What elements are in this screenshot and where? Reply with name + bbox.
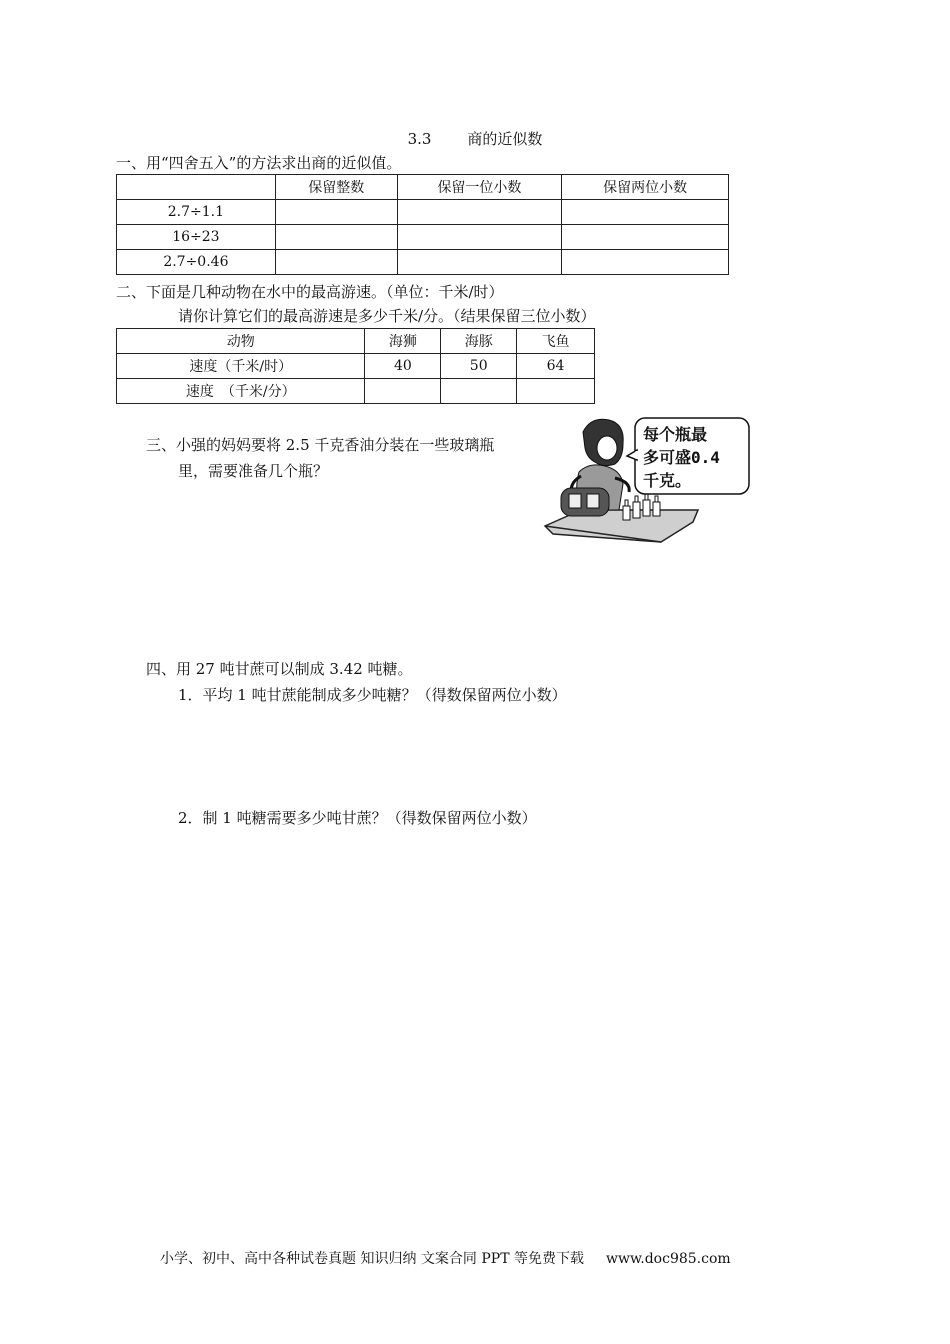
footer [160, 1248, 731, 1268]
row-label-cell: 速度 （千米/分） [117, 379, 365, 404]
bubble-text-line2: 多可盛0.4 [643, 448, 720, 467]
table-row [117, 200, 729, 225]
answer-cell[interactable] [562, 200, 729, 225]
table-header-row [117, 175, 729, 200]
row-label-cell: 速度（千米/时） [117, 354, 365, 379]
answer-cell[interactable] [441, 379, 517, 404]
q3-text-line1: 三、小强的妈妈要将 2.5 千克香油分装在一些玻璃瓶 [146, 436, 495, 454]
table-row [117, 354, 595, 379]
q2-prompt-line1: 二、下面是几种动物在水中的最高游速。（单位：千米/时） [116, 283, 504, 301]
answer-cell[interactable] [397, 200, 562, 225]
q1-prompt: 一、用“四舍五入”的方法求出商的近似值。 [116, 154, 402, 172]
header-cell: 保留两位小数 [562, 175, 729, 200]
q3-text-line2: 里，需要准备几个瓶？ [178, 462, 329, 480]
section-number: 3.3 [407, 130, 432, 148]
table-row [117, 379, 595, 404]
answer-cell[interactable] [397, 250, 562, 275]
value-cell: 64 [517, 354, 595, 379]
table-header-row [117, 329, 595, 354]
header-cell: 动物 [117, 329, 365, 354]
table-row [117, 225, 729, 250]
header-cell: 海狮 [365, 329, 441, 354]
table-row [117, 250, 729, 275]
header-cell: 飞鱼 [517, 329, 595, 354]
q4-sub2: 2．制 1 吨糖需要多少吨甘蔗？（得数保留两位小数） [178, 809, 537, 827]
q2-table [116, 328, 595, 404]
footer-url: www.doc985.com [605, 1251, 731, 1267]
header-cell-empty [117, 175, 276, 200]
answer-cell[interactable] [562, 225, 729, 250]
woman-pouring-oil-image [543, 414, 753, 549]
q2-prompt-line2: 请你计算它们的最高游速是多少千米/分。（结果保留三位小数） [178, 307, 596, 325]
header-cell: 保留整数 [275, 175, 397, 200]
answer-cell[interactable] [275, 200, 397, 225]
expression-cell: 2.7÷1.1 [117, 200, 276, 225]
q1-table [116, 174, 729, 275]
q4-prompt: 四、用 27 吨甘蔗可以制成 3.42 吨糖。 [146, 660, 413, 678]
answer-cell[interactable] [517, 379, 595, 404]
expression-cell: 16÷23 [117, 225, 276, 250]
value-cell: 40 [365, 354, 441, 379]
value-cell: 50 [441, 354, 517, 379]
q4-sub1: 1．平均 1 吨甘蔗能制成多少吨糖？（得数保留两位小数） [178, 686, 567, 704]
bubble-text-line3: 千克。 [643, 471, 692, 490]
header-cell: 保留一位小数 [397, 175, 562, 200]
footer-text: 小学、初中、高中各种试卷真题 知识归纳 文案合同 PPT 等免费下载 [160, 1251, 584, 1267]
answer-cell[interactable] [562, 250, 729, 275]
header-cell: 海豚 [441, 329, 517, 354]
illustration-oil-bottles [543, 414, 753, 549]
answer-cell[interactable] [275, 250, 397, 275]
expression-cell: 2.7÷0.46 [117, 250, 276, 275]
answer-cell[interactable] [397, 225, 562, 250]
answer-cell[interactable] [275, 225, 397, 250]
answer-cell[interactable] [365, 379, 441, 404]
bubble-text-line1: 每个瓶最 [643, 425, 708, 444]
section-title: 商的近似数 [467, 130, 543, 148]
page-title [0, 128, 950, 149]
